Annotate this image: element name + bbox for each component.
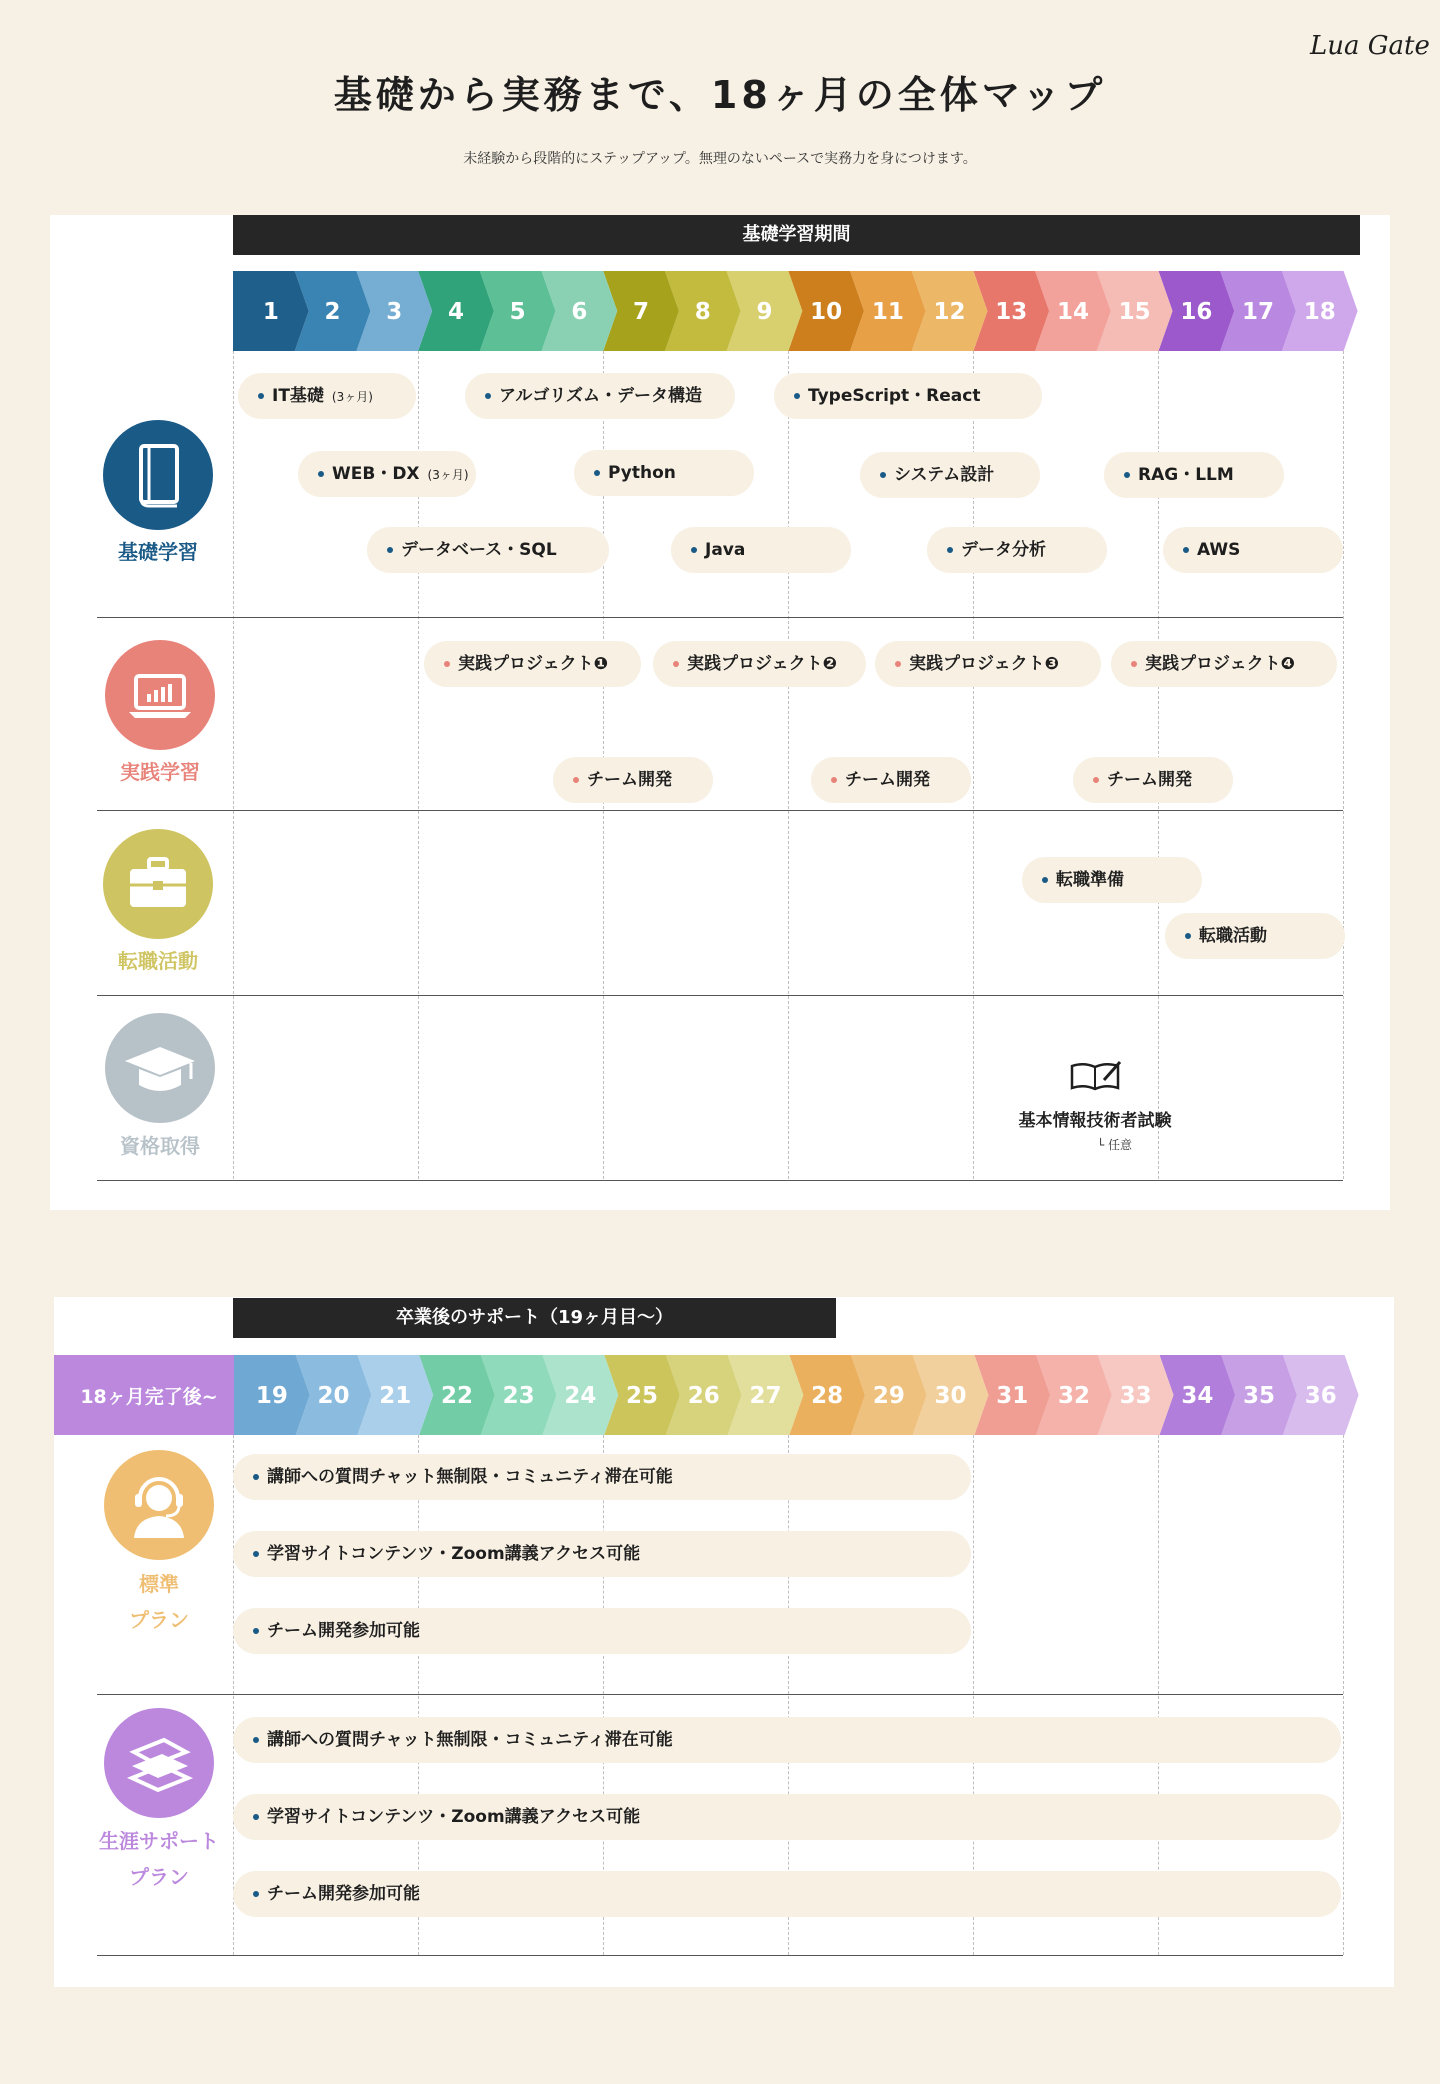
bullet-dot xyxy=(1093,777,1099,783)
curriculum-item: WEB・DX (3ヶ月) xyxy=(298,451,476,497)
curriculum-item: AWS xyxy=(1163,527,1343,573)
bullet-dot xyxy=(794,393,800,399)
month-label: 6 xyxy=(571,299,588,325)
month-label: 8 xyxy=(694,299,711,325)
bullet-dot xyxy=(253,1551,259,1557)
bullet-dot xyxy=(253,1628,259,1634)
page-subtitle: 未経験から段階的にステップアップ。無理のないペースで実務力を身につけます。 xyxy=(463,151,977,167)
bullet-dot xyxy=(318,471,324,477)
plan-label-line2: プラン xyxy=(129,1865,189,1889)
month-label: 20 xyxy=(317,1383,350,1409)
plan-feature: チーム開発参加可能 xyxy=(233,1871,1341,1917)
laptop-icon xyxy=(105,640,215,750)
bullet-dot xyxy=(895,661,901,667)
bullet-dot xyxy=(880,472,886,478)
certification-note: └ 任意 xyxy=(1097,1138,1133,1152)
month-label: 33 xyxy=(1119,1383,1152,1409)
practice-item: 実践プロジェクト❹ xyxy=(1111,641,1337,687)
curriculum-item: データベース・SQL xyxy=(367,527,609,573)
month-label: 36 xyxy=(1304,1383,1337,1409)
row-divider xyxy=(97,1694,1343,1695)
month-label: 29 xyxy=(872,1383,905,1409)
month-label: 35 xyxy=(1243,1383,1276,1409)
plan-feature: 学習サイトコンテンツ・Zoom講義アクセス可能 xyxy=(233,1531,971,1577)
month-label: 30 xyxy=(934,1383,967,1409)
bullet-dot xyxy=(947,547,953,553)
curriculum-item: RAG・LLM xyxy=(1104,452,1284,498)
month-label: 10 xyxy=(810,299,843,325)
month-label: 12 xyxy=(933,299,966,325)
bullet-dot xyxy=(1131,661,1137,667)
bullet-dot xyxy=(1183,547,1189,553)
month-label: 15 xyxy=(1118,299,1151,325)
month-label: 13 xyxy=(995,299,1028,325)
month-label: 11 xyxy=(871,299,904,325)
bullet-dot xyxy=(673,661,679,667)
month-label: 34 xyxy=(1181,1383,1214,1409)
practice-item: チーム開発 xyxy=(1073,757,1233,803)
plan-label xyxy=(69,1823,249,1895)
logo-text: Lua Gate xyxy=(1310,31,1430,61)
support-period-bar: 卒業後のサポート（19ヶ月目〜） xyxy=(233,1298,836,1338)
bullet-dot xyxy=(1042,877,1048,883)
briefcase-icon xyxy=(103,829,213,939)
month-label: 4 xyxy=(447,299,464,325)
open-book-pen-icon xyxy=(1068,1058,1124,1094)
curriculum-item: IT基礎 (3ヶ月) xyxy=(238,373,416,419)
month-label: 18 xyxy=(1303,299,1336,325)
plan-feature: 学習サイトコンテンツ・Zoom講義アクセス可能 xyxy=(233,1794,1341,1840)
bullet-dot xyxy=(573,777,579,783)
month-label: 16 xyxy=(1180,299,1213,325)
row-divider xyxy=(97,810,1343,811)
plan-label-line1: 標準 xyxy=(139,1572,179,1596)
curriculum-item: データ分析 xyxy=(927,527,1107,573)
row-divider xyxy=(97,1955,1343,1956)
grid-line xyxy=(1343,351,1344,1179)
month-label: 25 xyxy=(626,1383,659,1409)
start-label: 18ヶ月完了後~ xyxy=(80,1386,218,1408)
month-label: 9 xyxy=(756,299,773,325)
bullet-dot xyxy=(253,1737,259,1743)
month-label: 1 xyxy=(262,299,279,325)
book-icon xyxy=(103,420,213,530)
graduation-cap-icon xyxy=(105,1013,215,1123)
row-divider xyxy=(97,1180,1343,1181)
grid-line xyxy=(788,351,789,1179)
month-label: 17 xyxy=(1242,299,1275,325)
bullet-dot xyxy=(444,661,450,667)
month-label: 7 xyxy=(633,299,650,325)
month-chevrons xyxy=(232,271,1366,351)
brand-logo xyxy=(1306,18,1430,70)
plan-feature: チーム開発参加可能 xyxy=(233,1608,971,1654)
grid-line xyxy=(233,351,234,1179)
row-divider xyxy=(97,995,1343,996)
bullet-dot xyxy=(1124,472,1130,478)
stacked-books-icon xyxy=(104,1708,214,1818)
practice-item: 実践プロジェクト❶ xyxy=(424,641,641,687)
bullet-dot xyxy=(253,1891,259,1897)
category-label-certification: 資格取得 xyxy=(120,1134,200,1158)
bullet-dot xyxy=(387,547,393,553)
bullet-dot xyxy=(594,470,600,476)
row-divider xyxy=(97,617,1343,618)
period-label-bar: 基礎学習期間 xyxy=(233,215,1360,255)
career-item: 転職準備 xyxy=(1022,857,1202,903)
support-month-chevrons xyxy=(54,1355,1366,1435)
curriculum-item: システム設計 xyxy=(860,452,1040,498)
month-label: 23 xyxy=(502,1383,535,1409)
month-label: 21 xyxy=(379,1383,412,1409)
certification-label: 基本情報技術者試験 xyxy=(1018,1111,1172,1131)
bullet-dot xyxy=(258,393,264,399)
category-label-career: 転職活動 xyxy=(118,949,198,973)
grid-line xyxy=(1343,1435,1344,1955)
month-label: 19 xyxy=(255,1383,288,1409)
plan-label xyxy=(89,1566,229,1638)
bullet-dot xyxy=(691,547,697,553)
month-label: 28 xyxy=(811,1383,844,1409)
bullet-dot xyxy=(253,1814,259,1820)
page-title: 基礎から実務まで、18ヶ月の全体マップ xyxy=(333,73,1107,117)
curriculum-item: TypeScript・React xyxy=(774,373,1042,419)
bullet-dot xyxy=(1185,933,1191,939)
plan-label-line2: プラン xyxy=(129,1608,189,1632)
month-label: 3 xyxy=(386,299,403,325)
curriculum-item: Python xyxy=(574,450,754,496)
month-label: 2 xyxy=(324,299,341,325)
month-label: 26 xyxy=(687,1383,720,1409)
practice-item: 実践プロジェクト❷ xyxy=(653,641,866,687)
bullet-dot xyxy=(253,1474,259,1480)
plan-feature: 講師への質問チャット無制限・コミュニティ滞在可能 xyxy=(233,1717,1341,1763)
month-label: 31 xyxy=(996,1383,1029,1409)
practice-item: 実践プロジェクト❸ xyxy=(875,641,1101,687)
month-label: 32 xyxy=(1057,1383,1090,1409)
curriculum-panel xyxy=(50,215,1390,1210)
plan-feature: 講師への質問チャット無制限・コミュニティ滞在可能 xyxy=(233,1454,971,1500)
plan-label-line1: 生涯サポート xyxy=(99,1829,219,1853)
headset-icon xyxy=(104,1450,214,1560)
month-label: 27 xyxy=(749,1383,782,1409)
practice-item: チーム開発 xyxy=(811,757,971,803)
curriculum-item: Java xyxy=(671,527,851,573)
month-label: 22 xyxy=(440,1383,473,1409)
month-label: 24 xyxy=(564,1383,597,1409)
career-item: 転職活動 xyxy=(1165,913,1345,959)
category-label-practice: 実践学習 xyxy=(120,760,200,784)
bullet-dot xyxy=(485,393,491,399)
practice-item: チーム開発 xyxy=(553,757,713,803)
month-label: 5 xyxy=(509,299,526,325)
category-label-basic: 基礎学習 xyxy=(118,540,198,564)
month-label: 14 xyxy=(1056,299,1089,325)
curriculum-item: アルゴリズム・データ構造 xyxy=(465,373,735,419)
bullet-dot xyxy=(831,777,837,783)
